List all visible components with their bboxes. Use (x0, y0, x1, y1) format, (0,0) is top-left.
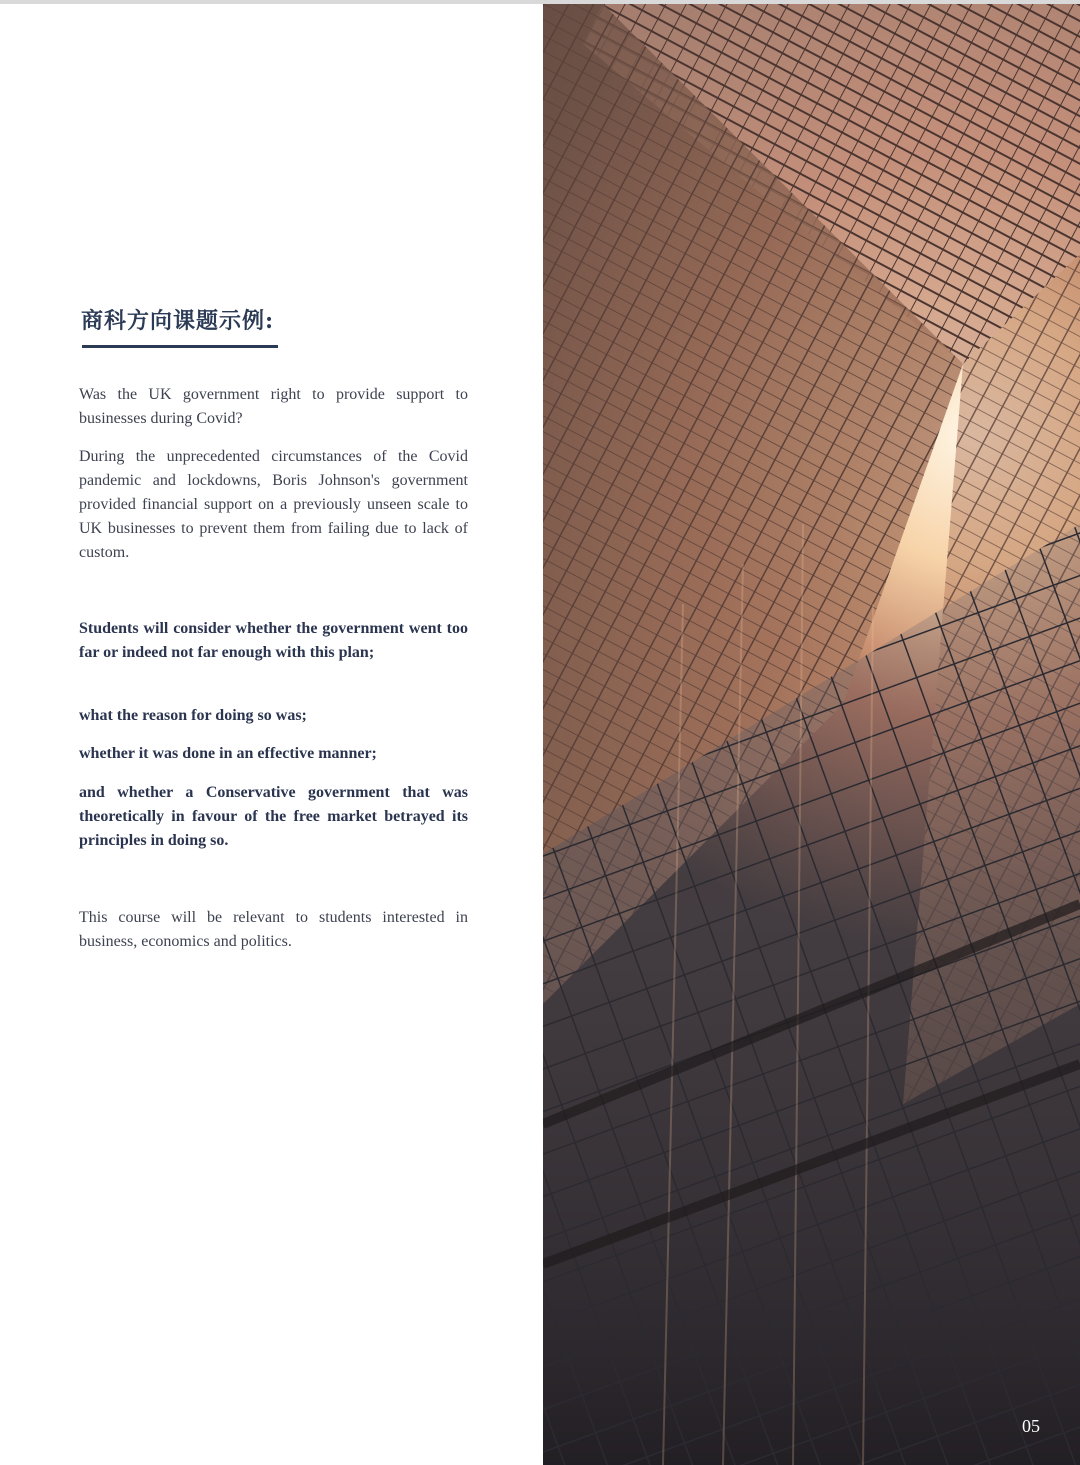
question-paragraph: Was the UK government right to provide support to businesses during Covid? (79, 386, 468, 427)
heading-underline (82, 345, 278, 348)
skyscraper-illustration (543, 4, 1080, 1465)
consider-paragraph-3: whether it was done in an effective manner; (79, 745, 377, 762)
skyscraper-photo (543, 4, 1080, 1465)
section-heading: 商科方向课题示例: (81, 308, 275, 334)
consider-paragraph-2: what the reason for doing so was; (79, 707, 307, 724)
context-paragraph: During the unprecedented circumstances of the Covid pandemic and lockdowns, Boris Johnson's government provided financial support on a previously unseen scale to UK businesses to prevent them from failing due to lack of custom. (79, 448, 468, 561)
consider-paragraph-4: and whether a Conservative government that was theoretically in favour of the free market betrayed its principles in doing so. (79, 784, 468, 849)
consider-paragraph-1: Students will consider whether the government went too far or indeed not far enough with this plan; (79, 620, 468, 661)
relevance-paragraph: This course will be relevant to students interested in business, economics and politics. (79, 909, 468, 950)
page-number: 05 (1022, 1416, 1040, 1436)
